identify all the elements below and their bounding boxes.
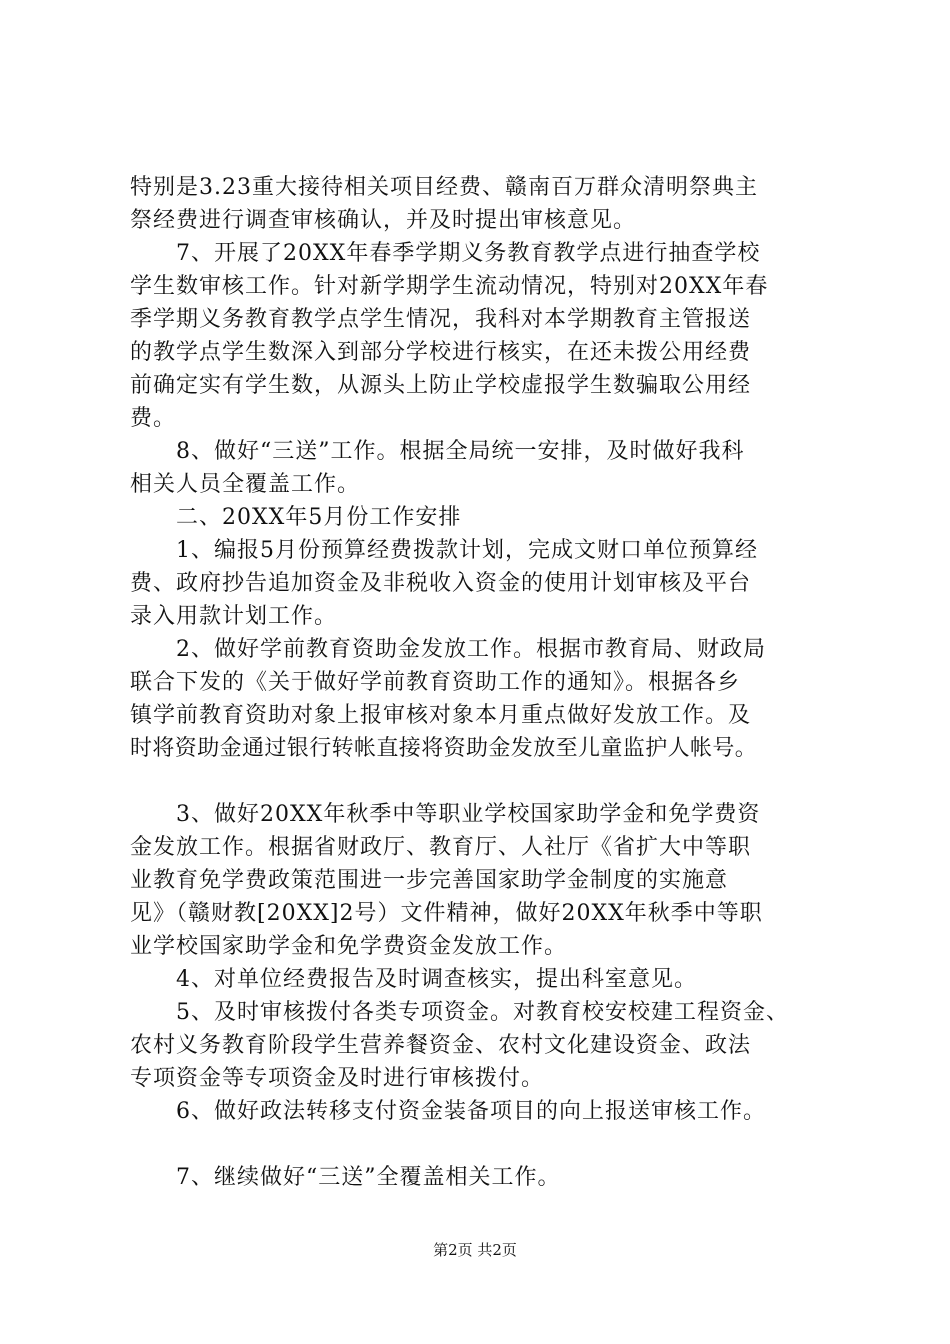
paragraph-line: 7、开展了20XX年春季学期义务教育教学点进行抽查学校: [176, 241, 761, 266]
paragraph-line: 6、做好政法转移支付资金装备项目的向上报送审核工作。: [176, 1099, 766, 1124]
paragraph-line: 2、做好学前教育资助金发放工作。根据市教育局、财政局: [176, 637, 766, 662]
paragraph-line: 时将资助金通过银行转帐直接将资助金发放至儿童监护人帐号。: [130, 736, 758, 761]
paragraph-line: 相关人员全覆盖工作。: [130, 472, 361, 497]
paragraph-line: 祭经费进行调查审核确认，并及时提出审核意见。: [130, 208, 637, 233]
paragraph-line: 见》（赣财教[20XX]2号）文件精神，做好20XX年秋季中等职: [130, 901, 763, 926]
paragraph-line: 的教学点学生数深入到部分学校进行核实，在还未拨公用经费: [130, 340, 752, 365]
paragraph-line: 学生数审核工作。针对新学期学生流动情况，特别对20XX年春: [130, 274, 769, 299]
paragraph-line: 3、做好20XX年秋季中等职业学校国家助学金和免学费资: [176, 802, 761, 827]
paragraph-line: 前确定实有学生数，从源头上防止学校虚报学生数骗取公用经: [130, 373, 752, 398]
section-heading: 二、20XX年5月份工作安排: [176, 505, 462, 530]
paragraph-line: 费、政府抄告追加资金及非税收入资金的使用计划审核及平台: [130, 571, 752, 596]
paragraph-line: 联合下发的《关于做好学前教育资助工作的通知》。根据各乡: [130, 670, 741, 695]
paragraph-line: 季学期义务教育教学点学生情况，我科对本学期教育主管报送: [130, 307, 752, 332]
page-footer: 第2页 共2页: [433, 1241, 517, 1259]
paragraph-line: 金发放工作。根据省财政厅、教育厅、人社厅《省扩大中等职: [130, 835, 752, 860]
paragraph-line: 费。: [130, 406, 177, 431]
paragraph-line: 特别是3.23重大接待相关项目经费、赣南百万群众清明祭典主: [130, 175, 758, 200]
paragraph-line: 5、及时审核拨付各类专项资金。对教育校安校建工程资金、: [176, 1000, 789, 1025]
paragraph-line: 镇学前教育资助对象上报审核对象本月重点做好发放工作。及: [130, 703, 752, 728]
paragraph-line: 7、继续做好“三送”全覆盖相关工作。: [176, 1165, 561, 1190]
paragraph-line: 1、编报5月份预算经费拨款计划，完成文财口单位预算经: [176, 538, 758, 563]
paragraph-line: 4、对单位经费报告及时调查核实，提出科室意见。: [176, 967, 697, 992]
paragraph-line: 业教育免学费政策范围进一步完善国家助学金制度的实施意: [130, 868, 729, 893]
paragraph-line: 专项资金等专项资金及时进行审核拨付。: [130, 1066, 545, 1091]
paragraph-line: 业学校国家助学金和免学费资金发放工作。: [130, 934, 568, 959]
paragraph-line: 录入用款计划工作。: [130, 604, 338, 629]
paragraph-line: 农村义务教育阶段学生营养餐资金、农村文化建设资金、政法: [130, 1033, 752, 1058]
paragraph-line: 8、做好“三送”工作。根据全局统一安排，及时做好我科: [176, 439, 745, 464]
